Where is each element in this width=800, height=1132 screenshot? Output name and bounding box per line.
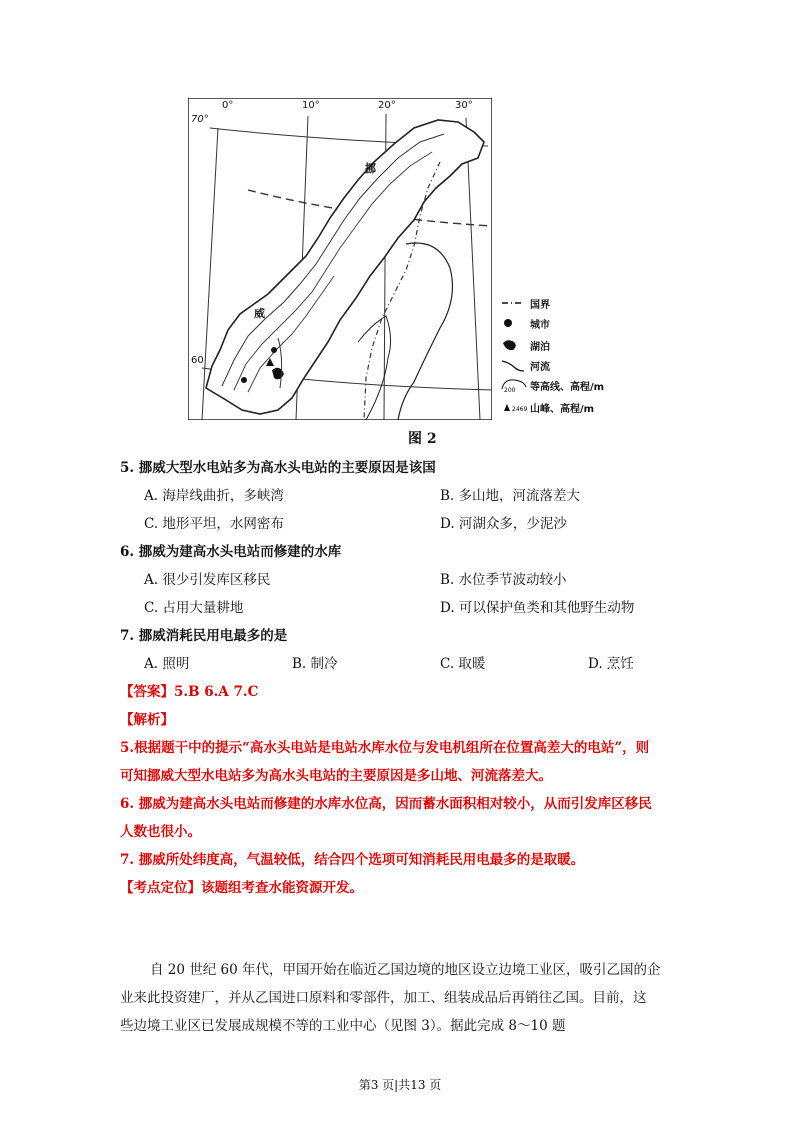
legend-row-lake: [500, 337, 660, 353]
answer-line: 【答案】5.B 6.A 7.C: [120, 684, 259, 700]
question-7-option-a: A. 照明: [144, 656, 190, 672]
legend-row-river: [500, 357, 660, 373]
question-7-stem: 7. 挪威消耗民用电最多的是: [120, 628, 288, 644]
peak-icon: [500, 399, 528, 415]
legend-label: 城市: [530, 320, 550, 331]
question-7-option-d: D. 烹饪: [588, 656, 634, 672]
legend-row-contour: [500, 377, 660, 393]
legend-row-peak: [500, 399, 660, 415]
lon-30-label: 30°: [455, 100, 473, 111]
analysis-line: 5.根据题干中的提示“高水头电站是电站水库水位与发电机组所在位置高差大的电站”，则: [120, 740, 650, 756]
legend-label: 国界: [530, 300, 550, 311]
legend-label: 河流: [530, 362, 550, 373]
svg-text:200: 200: [504, 387, 516, 393]
question-6-option-a: A. 很少引发库区移民: [144, 572, 271, 588]
paragraph-line: 些边境工业区已发展成规模不等的工业中心（见图 3）。据此完成 8～10 题: [120, 1018, 566, 1034]
svg-text:2469: 2469: [512, 406, 528, 413]
analysis-line: 可知挪威大型水电站多为高水头电站的主要原因是多山地、河流落差大。: [120, 768, 552, 784]
question-5-stem: 5. 挪威大型水电站多为高水头电站的主要原因是该国: [120, 460, 436, 476]
legend-label: 湖泊: [530, 342, 550, 353]
question-6-option-d: D. 可以保护鱼类和其他野生动物: [440, 600, 635, 616]
lake-icon: [500, 337, 528, 353]
question-7-option-b: B. 制冷: [292, 656, 338, 672]
question-5-option-c: C. 地形平坦，水网密布: [144, 516, 284, 532]
lon-20-label: 20°: [378, 100, 396, 111]
question-5-option-a: A. 海岸线曲折，多峡湾: [144, 488, 284, 504]
norway-map: [188, 98, 492, 420]
legend-label: 山峰、高程/m: [530, 404, 595, 415]
map-label-nuo: 挪: [365, 162, 376, 175]
paragraph-line: 自 20 世纪 60 年代，甲国开始在临近乙国边境的地区设立边境工业区，吸引乙国的企: [150, 962, 661, 978]
page-footer: 第3 页|共13 页: [358, 1078, 442, 1092]
legend-label: 等高线、高程/m: [530, 382, 605, 393]
paragraph-line: 业来此投资建厂，并从乙国进口原料和零部件，加工、组装成品后再销往乙国。目前，这: [120, 990, 647, 1006]
lat-60-label: 60: [191, 355, 204, 366]
analysis-title: 【解析】: [120, 712, 174, 728]
legend-row-city: [500, 315, 660, 331]
map-label-wei: 威: [254, 307, 265, 320]
question-5-option-d: D. 河湖众多，少泥沙: [440, 516, 567, 532]
question-6-stem: 6. 挪威为建高水头电站而修建的水库: [120, 544, 342, 560]
legend-row-border: [500, 295, 660, 311]
dash-dot-line-icon: [500, 295, 528, 311]
question-6-option-b: B. 水位季节波动较小: [440, 572, 567, 588]
analysis-line: 人数也很小。: [120, 824, 201, 840]
question-6-option-c: C. 占用大量耕地: [144, 600, 244, 616]
question-5-option-b: B. 多山地，河流落差大: [440, 488, 581, 504]
lat-70-label: 70°: [191, 114, 209, 125]
figure-caption: 图 2: [408, 431, 437, 447]
question-7-option-c: C. 取暖: [440, 656, 486, 672]
analysis-line: 7. 挪威所处纬度高，气温较低，结合四个选项可知消耗民用电最多的是取暖。: [120, 852, 585, 868]
contour-icon: [500, 377, 528, 393]
analysis-line: 6. 挪威为建高水头电站而修建的水库水位高，因而蓄水面积相对较小，从而引发库区移民: [120, 796, 652, 812]
kaodian-line: 【考点定位】该题组考查水能资源开发。: [120, 880, 363, 896]
lon-0-label: 0°: [222, 100, 234, 111]
lon-10-label: 10°: [302, 100, 320, 111]
river-icon: [500, 357, 528, 373]
dot-icon: [500, 315, 528, 331]
